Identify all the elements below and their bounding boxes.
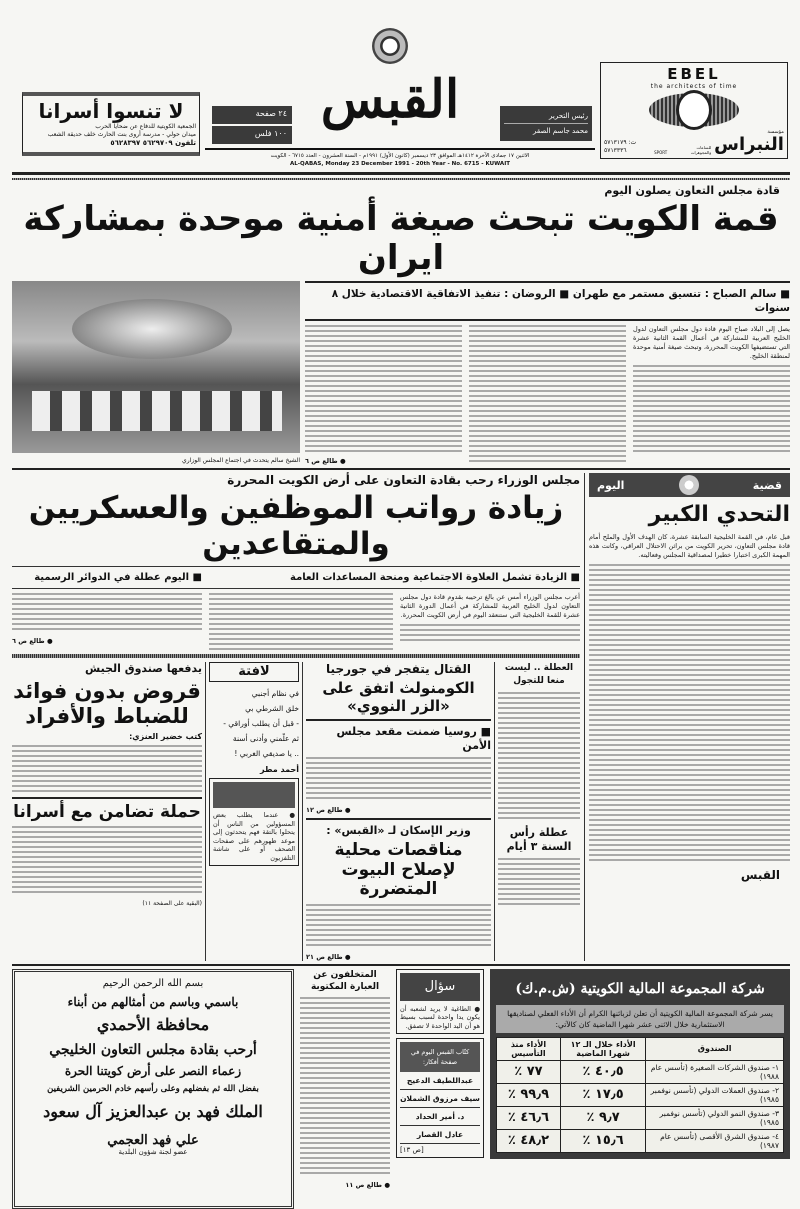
second-headline: زيادة رواتب الموظفين والعسكريين والمتقاعدين <box>28 490 564 562</box>
photo-chandelier <box>72 299 232 359</box>
fund-since-inception: ٩٩٫٩ ٪ <box>497 1083 561 1106</box>
editorial-label-issue: قضية <box>752 478 782 492</box>
ad-prisoners <box>22 92 200 156</box>
loans-headline: قروض بدون فوائد للضباط والأفراد <box>13 679 201 728</box>
fund-12m: ٩٫٧ ٪ <box>560 1106 645 1129</box>
second-body: أعرب مجلس الوزراء أمس عن بالغ ترحيبه بقدوم قادة دول مجلس التعاون لدول الخليج العربية للمشاركة في أعمال الدورة الثانية عشرة للقمة الخليجية التي ستنعقد اليوم في أرض الكويت المحررة. <box>400 593 580 620</box>
logo-emblem <box>372 28 408 64</box>
banner-label: لافتة <box>209 662 299 682</box>
tribute-signature-title: عضو لجنة شؤون البلدية <box>118 1147 188 1156</box>
writers-box <box>396 1038 484 1158</box>
shop-block <box>685 129 784 155</box>
housing-continued: ● طالع ص ٢١ <box>306 952 351 961</box>
tribute-line: محافظة الأحمدي <box>96 1014 210 1034</box>
georgia-headline: الكومنولث اتفق على «الزر النووي» <box>322 679 475 715</box>
watch-face-icon <box>676 90 712 130</box>
georgia-subhead: ■ روسيا ضمنت مقعد مجلس الأمن <box>336 724 491 752</box>
column-header: الأداء منذ التأسيس <box>497 1037 561 1060</box>
fund-since-inception: ٤٨٫٢ ٪ <box>497 1129 561 1152</box>
ad-prisoners-title: لا تنسوا أسرانا <box>38 99 184 123</box>
table-row <box>497 1106 784 1129</box>
pages-badge: ٢٤ صفحة <box>212 106 292 124</box>
editorial-label <box>589 473 790 497</box>
ad-prisoners-address: ميدان حولي - مدرسة أروى بنت الحارث خلف حديقة الشعب <box>47 131 196 138</box>
loans-kicker: يدفعها صندوق الجيش <box>85 662 202 676</box>
tribute-line: بفضل الله ثم بفضلهم وعلى رأسهم خادم الحرمين الشريفين <box>47 1083 259 1094</box>
loans-byline: كتب خضير العنزي: <box>129 731 202 741</box>
date-line-arabic: الاثنين ١٧ جمادى الآخرة ١٤١٢هـ الموافق ٢٣ ديسمبر (كانون الأول) ١٩٩١م - السنة العشرون - العدد ٦٧١٥ - الكويت <box>270 153 530 159</box>
column-header: الأداء خلال الـ ١٢ شهرا الماضية <box>560 1037 645 1060</box>
fund-name: ٤- صندوق الشرق الأقصى (تأسس عام ١٩٨٧) <box>646 1129 784 1152</box>
banner-line: - قبل أن يطلب أوراقي - <box>223 719 299 729</box>
editorial-signature: القبس <box>740 868 780 883</box>
writer-name: سيف مرزوق الشملان <box>400 1090 480 1108</box>
shop-label: مؤسسة <box>767 129 784 135</box>
fund-12m: ٤٠٫٥ ٪ <box>560 1060 645 1083</box>
housing-headline: مناقصات محلية لإصلاح البيوت المتضررة <box>334 839 463 900</box>
housing-kicker: وزير الإسكان لـ «القبس» : <box>326 823 471 837</box>
fund-since-inception: ٤٦٫٦ ٪ <box>497 1106 561 1129</box>
fund-since-inception: ٧٧ ٪ <box>497 1060 561 1083</box>
editorial-label-today: اليوم <box>597 478 625 492</box>
table-row <box>497 1060 784 1083</box>
price-badge: ١٠٠ فلس <box>212 126 292 144</box>
shop-sub: للساعات والمجوهرات <box>690 145 712 155</box>
georgia-continued: ● طالع ص ١٢ <box>306 805 351 814</box>
tribute-basmala: بسم الله الرحمن الرحيم <box>102 977 204 989</box>
logo-emblem-small <box>679 475 699 495</box>
question-text: ● الطاغية لا يريد لشعبه أن يكون يدا واحدة لسبب بسيط هو أن اليد الواحدة لا تصفق. <box>400 1004 480 1030</box>
holiday-title-2: عطلة رأس السنة ٣ أيام <box>506 826 572 854</box>
fund-name: ٢- صندوق العملات الدولي (تأسس نوفمبر ١٩٨٥) <box>646 1083 784 1106</box>
lead-continued: ● طالع ص ٦ <box>305 457 346 466</box>
writers-header: كتّاب القبس اليوم في صفحة أفكار: <box>400 1042 480 1072</box>
banner-author: أحمد مطر <box>260 765 299 775</box>
writer-name: عبداللطيف الدعيج <box>400 1072 480 1090</box>
financial-ad <box>490 969 790 1159</box>
shop-name: النبراس <box>714 134 784 155</box>
question-box <box>396 969 484 1035</box>
table-header-row <box>497 1037 784 1060</box>
solidarity-note: (البقية على الصفحة ١١) <box>142 900 202 908</box>
watch-icon <box>649 93 739 127</box>
second-continued: ● طالع ص ٦ <box>12 637 53 646</box>
ad-ebel-watch <box>600 62 788 159</box>
ad-prisoners-phone: تلفون ٥٦٢٩٧٠٩ ٥٦٢٨٣٩٧ <box>110 139 196 147</box>
writers-page: [ص ١٣] <box>400 1146 424 1155</box>
second-sub2: ■ اليوم عطلة في الدوائر الرسمية <box>34 572 202 584</box>
banner-line: .. يا صديقي الغربي ! <box>234 749 299 759</box>
lead-kicker: قادة مجلس التعاون يصلون اليوم <box>604 184 780 197</box>
fund-name: ٣- صندوق النمو الدولي (تأسس نوفمبر ١٩٨٥) <box>646 1106 784 1129</box>
tribute-line: باسمي وباسم من أمثالهم من أبناء <box>67 994 239 1009</box>
lead-headline: قمة الكويت تبحث صيغة أمنية موحدة بمشاركة ايران <box>23 199 779 279</box>
editor-label: رئيس التحرير <box>504 109 588 124</box>
absent-title: المتخلفون عن العبارة المكتوبة <box>310 969 380 992</box>
lead-subhead: ■ سالم الصباح : تنسيق مستمر مع طهران ■ الروضان : تنفيذ الاتفاقية الاقتصادية خلال ٨ سنوات <box>331 288 790 315</box>
lead-photo <box>12 281 300 453</box>
fund-name: ١- صندوق الشركات الصغيرة (تأسس عام ١٩٨٨) <box>646 1060 784 1083</box>
notice-text: ● عندما يطلب بعض المسؤولين من الناس أن يتحلوا بالتقة فهم يتحدثون إلى موعد ظهورهم على صفحات الصحف أو على شاشة التلفزيون <box>213 811 295 862</box>
editor-box <box>500 106 592 141</box>
tribute-line: أرحب بقادة مجلس التعاون الخليجي <box>49 1041 257 1058</box>
shop-phones: ت: ٥٧١٣١٧٩ ٥٧١٣٣٣٦ <box>604 139 637 154</box>
financial-ad-title: شركة المجموعة المالية الكويتية (ش.م.ك) <box>515 980 765 997</box>
second-sub1: ■ الزيادة تشمل العلاوة الاجتماعية ومنحة المساعدات العامة <box>290 572 580 584</box>
main-content <box>12 184 790 1209</box>
fund-12m: ١٥٫٦ ٪ <box>560 1129 645 1152</box>
banner-line: في نظام أجنبي <box>251 689 299 699</box>
writer-name: د. أمير الحداد <box>400 1108 480 1126</box>
newspaper-logo: القبس <box>320 69 460 130</box>
editorial-body: قبل عام، في القمة الخليجية السابقة عشرة، كان الهدف الأول والملح أمام قادة مجلس التعاون، تحرير الكويت من براثن الاحتلال العراقي، وكانت هذه المهمة الكبرى اختبارا خطيرا لمصداقية المجلس وفعاليته. <box>589 533 790 560</box>
ebel-brand: EBEL <box>667 65 721 83</box>
holiday-title: العطلة .. ليست منعا للتجول <box>504 663 574 687</box>
banner-line: ثم علّمني وأدنى أسنة <box>232 734 299 744</box>
lead-body: يصل إلى البلاد صباح اليوم قادة دول مجلس التعاون لدول الخليج العربية للمشاركة في أعمال القمة الثانية عشرة التي تستضيفها الكويت المحررة، وتبحث صيغة أمنية موحدة لمنطقة الخليج. <box>633 325 790 361</box>
date-block <box>205 148 595 168</box>
ebel-tagline: the architects of time <box>650 83 738 90</box>
writer-name: عادل القصار <box>400 1126 480 1144</box>
notice-box <box>209 778 299 866</box>
absent-continued: ● طالع ص ١١ <box>345 1180 390 1189</box>
photo-people <box>32 391 282 431</box>
column-header: الصندوق <box>646 1037 784 1060</box>
fund-performance-table <box>496 1037 784 1153</box>
lead-photo-caption: الشيخ سالم يتحدث في اجتماع المجلس الوزاري <box>182 457 300 465</box>
tribute-line: زعماء النصر على أرض كويتنا الحرة <box>64 1063 242 1078</box>
watch-sport-label: SPORT <box>654 150 668 155</box>
banner-poem <box>209 686 299 761</box>
ad-prisoners-org: الجمعية الكويتية للدفاع عن ضحايا الحرب <box>95 123 196 130</box>
tribute-signature: علي فهد العجمي <box>107 1132 199 1148</box>
notice-header-graphic <box>213 782 295 808</box>
tribute-line: الملك فهد بن عبدالعزيز آل سعود <box>43 1101 263 1121</box>
solidarity-headline: حملة تضامن مع أسرانا <box>13 801 201 822</box>
table-row <box>497 1129 784 1152</box>
date-line-english: AL-QABAS, Monday 23 December 1991 - 20th Year - No. 6715 - KUWAIT <box>289 161 510 167</box>
second-kicker: مجلس الوزراء رحب بقادة التعاون على أرض الكويت المحررة <box>227 473 580 488</box>
editor-name: محمد جاسم الصقر <box>533 127 588 135</box>
editorial-title: التحدي الكبير <box>648 502 790 528</box>
tribute-ad <box>12 969 294 1209</box>
banner-line: خلق الشرطي بي <box>245 704 299 714</box>
financial-ad-intro: يسر شركة المجموعة المالية الكويتية أن تعلن لزبائنها الكرام أن الأداء الفعلي لصناديقها الاستثمارية خلال الاثنى عشر شهرا الماضية كان كالآتي: <box>496 1005 784 1033</box>
fund-12m: ١٧٫٥ ٪ <box>560 1083 645 1106</box>
georgia-kicker: القتال يتفجر في جورجيا <box>326 662 471 677</box>
table-row <box>497 1083 784 1106</box>
question-label: سؤال <box>400 973 480 1001</box>
